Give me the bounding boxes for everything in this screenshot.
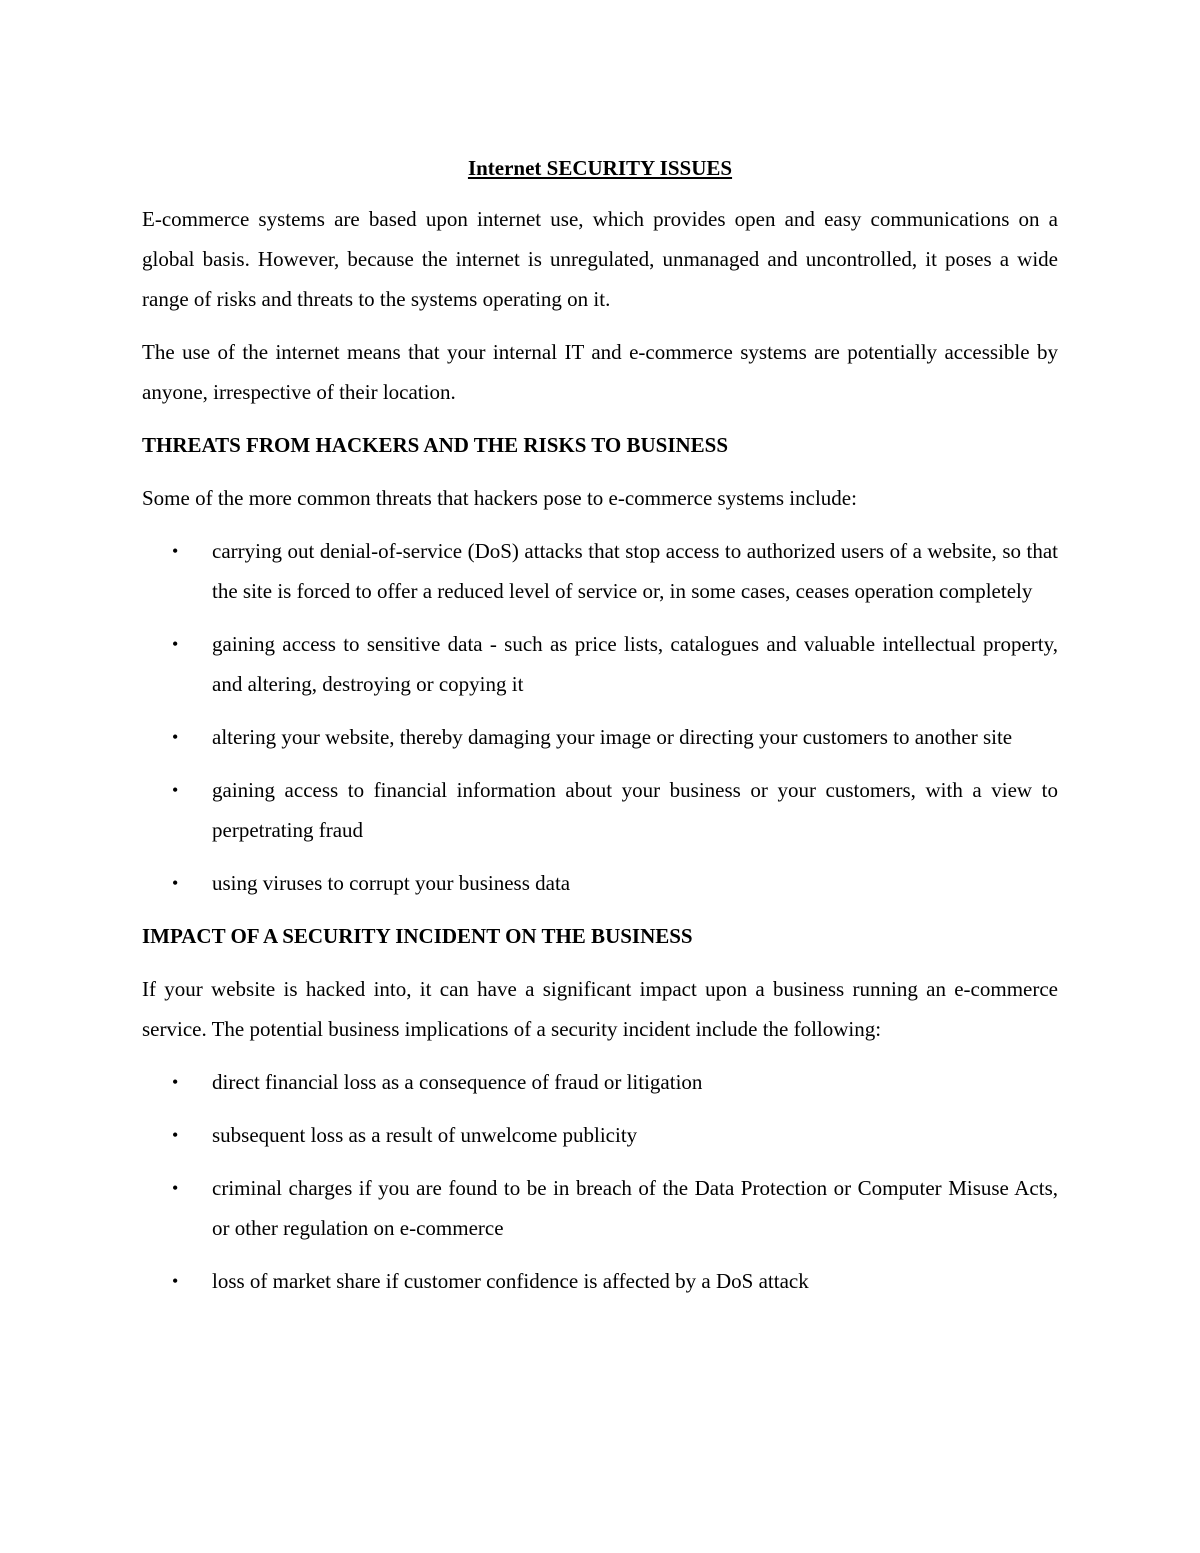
list-item	[142, 863, 1058, 903]
document-title: Internet SECURITY ISSUES	[467, 156, 733, 180]
section-lead-threats: Some of the more common threats that hackers pose to e-commerce systems include:	[142, 486, 857, 510]
list-item	[142, 1062, 1058, 1102]
list-item-text: using viruses to corrupt your business data	[212, 871, 571, 895]
impact-list	[142, 1062, 1058, 1301]
bullet-icon: •	[172, 727, 179, 747]
list-item	[142, 1115, 1058, 1155]
bullet-icon: •	[172, 1271, 179, 1291]
section-heading-threats: THREATS FROM HACKERS AND THE RISKS TO BUSINESS	[142, 433, 729, 457]
intro-paragraph: The use of the internet means that your internal IT and e-commerce systems are potentially accessible by anyone, irrespective of their location.	[142, 340, 1058, 404]
bullet-icon: •	[172, 873, 179, 893]
list-item-text: direct financial loss as a consequence of fraud or litigation	[212, 1070, 703, 1094]
list-item	[142, 624, 1058, 704]
bullet-icon: •	[172, 634, 179, 654]
list-item	[142, 770, 1058, 850]
list-item-text: carrying out denial-of-service (DoS) attacks that stop access to authorized users of a website, so that the site is forced to offer a reduced level of service or, in some cases, ceases operation completely	[212, 539, 1058, 603]
bullet-icon: •	[172, 541, 179, 561]
list-item-text: gaining access to financial information about your business or your customers, with a view to perpetrating fraud	[212, 778, 1058, 842]
list-item-text: gaining access to sensitive data - such as price lists, catalogues and valuable intellectual property, and altering, destroying or copying it	[212, 632, 1058, 696]
document-page	[142, 150, 1058, 1314]
section-heading-impact: IMPACT OF A SECURITY INCIDENT ON THE BUSINESS	[142, 924, 693, 948]
list-item	[142, 1168, 1058, 1248]
section-lead-impact: If your website is hacked into, it can have a significant impact upon a business running an e-commerce service. The potential business implications of a security incident include the following:	[142, 977, 1058, 1041]
list-item	[142, 1261, 1058, 1301]
list-item-text: subsequent loss as a result of unwelcome publicity	[212, 1123, 638, 1147]
list-item-text: loss of market share if customer confidence is affected by a DoS attack	[212, 1269, 809, 1293]
threats-list	[142, 531, 1058, 903]
bullet-icon: •	[172, 780, 179, 800]
bullet-icon: •	[172, 1072, 179, 1092]
intro-paragraph: E-commerce systems are based upon internet use, which provides open and easy communications on a global basis. However, because the internet is unregulated, unmanaged and uncontrolled, it poses a wide range of risks and threats to the systems operating on it.	[142, 207, 1058, 311]
bullet-icon: •	[172, 1125, 179, 1145]
list-item-text: altering your website, thereby damaging your image or directing your customers to another site	[212, 725, 1013, 749]
bullet-icon: •	[172, 1178, 179, 1198]
list-item-text: criminal charges if you are found to be in breach of the Data Protection or Computer Misuse Acts, or other regulation on e-commerce	[212, 1176, 1058, 1240]
list-item	[142, 717, 1058, 757]
list-item	[142, 531, 1058, 611]
